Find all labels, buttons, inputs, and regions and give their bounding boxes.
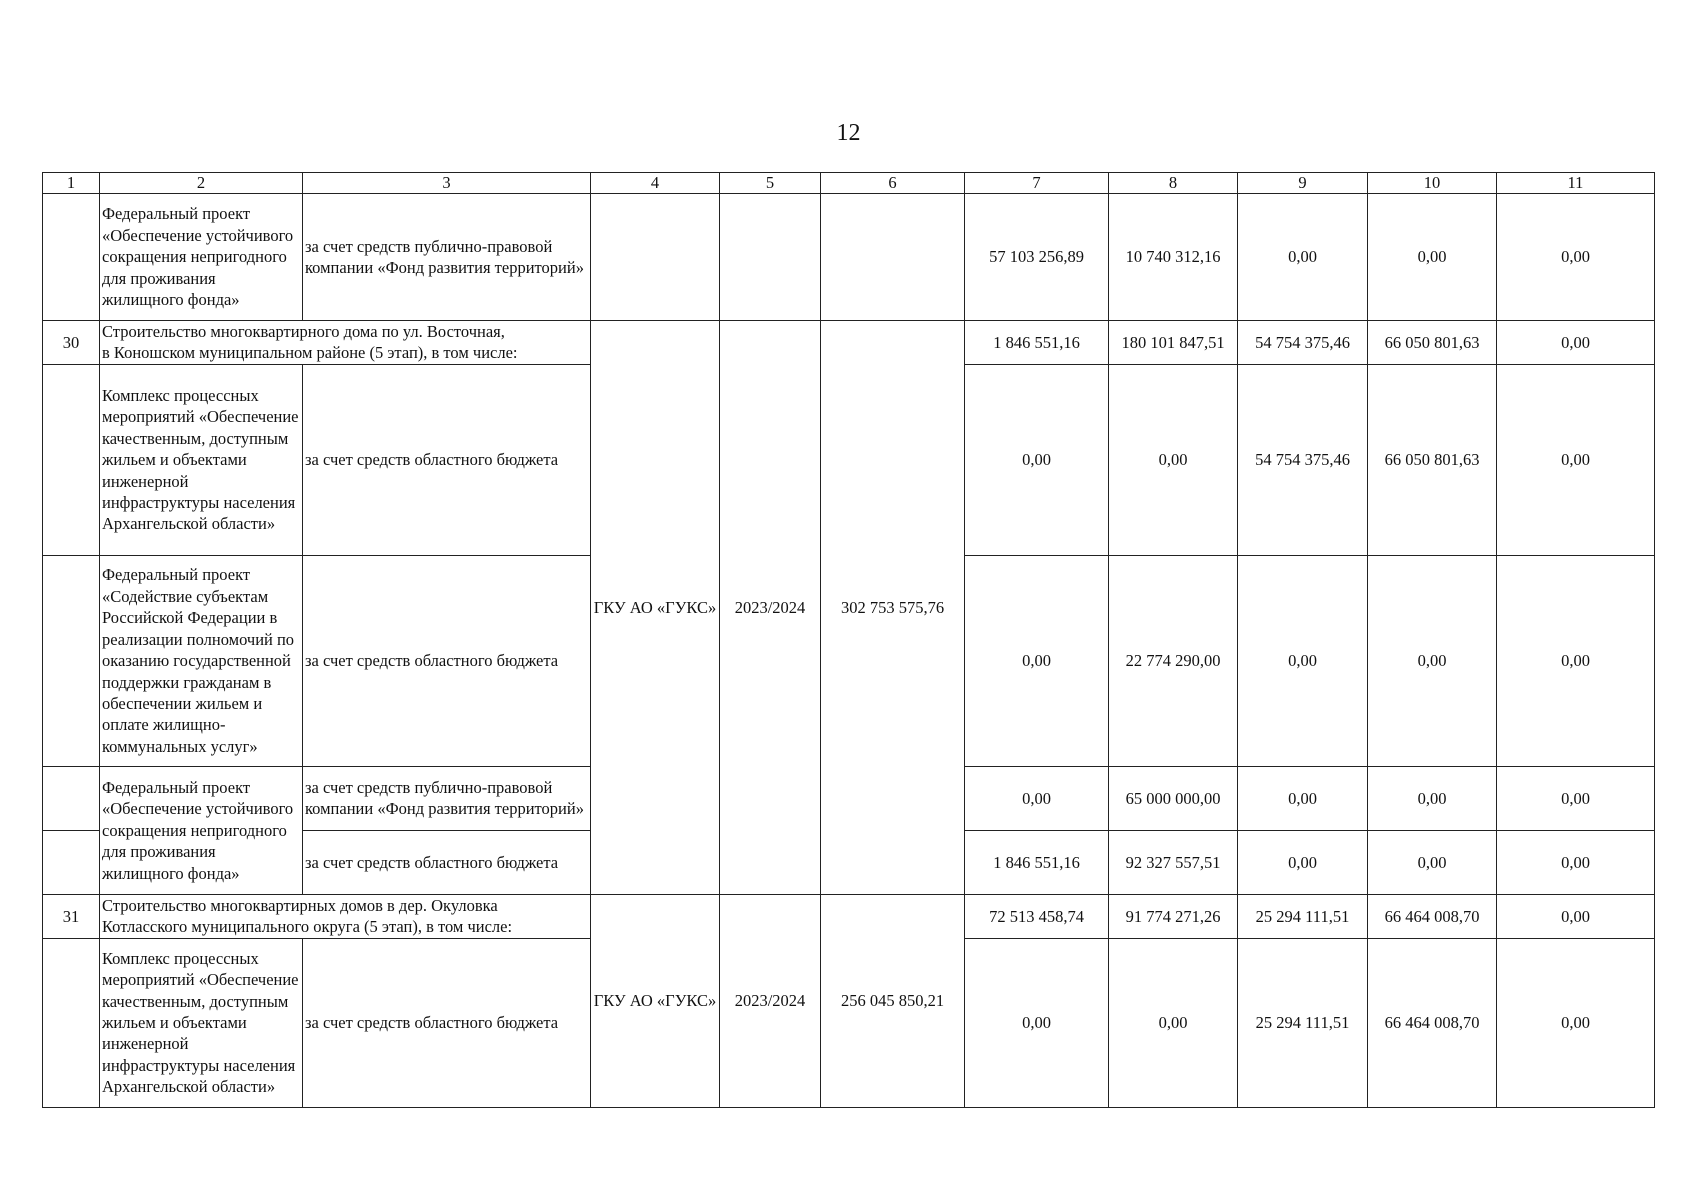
value-col-8: 10 740 312,16 [1109, 194, 1238, 321]
row-number [43, 830, 100, 894]
total-cost: 256 045 850,21 [821, 894, 965, 1107]
item-title-line-1: Строительство многоквартирного дома по ул. Восточная, [102, 322, 505, 341]
col-header-6: 6 [821, 173, 965, 194]
table-row-item-30 [43, 321, 1655, 365]
value-col-7: 0,00 [965, 555, 1109, 766]
value-col-11: 0,00 [1497, 194, 1655, 321]
value-col-9: 25 294 111,51 [1238, 894, 1368, 938]
value-col-8: 180 101 847,51 [1109, 321, 1238, 365]
value-col-10: 0,00 [1368, 194, 1497, 321]
funding-source: за счет средств областного бюджета [303, 938, 591, 1107]
value-col-9: 54 754 375,46 [1238, 321, 1368, 365]
value-col-11: 0,00 [1497, 766, 1655, 830]
row-number [43, 194, 100, 321]
value-col-9: 25 294 111,51 [1238, 938, 1368, 1107]
value-col-9: 0,00 [1238, 766, 1368, 830]
row-number [43, 766, 100, 830]
col-header-5: 5 [720, 173, 821, 194]
row-number: 30 [43, 321, 100, 365]
value-col-9: 0,00 [1238, 194, 1368, 321]
value-col-10: 66 464 008,70 [1368, 894, 1497, 938]
funding-source: за счет средств областного бюджета [303, 555, 591, 766]
funding-source: за счет средств областного бюджета [303, 830, 591, 894]
value-col-8: 0,00 [1109, 364, 1238, 555]
row-number: 31 [43, 894, 100, 938]
value-col-7: 0,00 [965, 766, 1109, 830]
value-col-8: 91 774 271,26 [1109, 894, 1238, 938]
col-header-3: 3 [303, 173, 591, 194]
executor: ГКУ АО «ГУКС» [591, 321, 720, 895]
col-header-8: 8 [1109, 173, 1238, 194]
row-number [43, 364, 100, 555]
item-title [100, 321, 591, 365]
period [720, 194, 821, 321]
project-name: Федеральный проект «Обеспечение устойчивого сокращения непригодного для проживания жилищного фонда» [100, 766, 303, 894]
col-header-1: 1 [43, 173, 100, 194]
total-cost: 302 753 575,76 [821, 321, 965, 895]
table-row-item-31 [43, 894, 1655, 938]
col-header-10: 10 [1368, 173, 1497, 194]
value-col-11: 0,00 [1497, 364, 1655, 555]
value-col-8: 92 327 557,51 [1109, 830, 1238, 894]
value-col-11: 0,00 [1497, 555, 1655, 766]
value-col-10: 66 464 008,70 [1368, 938, 1497, 1107]
col-header-4: 4 [591, 173, 720, 194]
item-title-line-2: в Коношском муниципальном районе (5 этап), в том числе: [102, 343, 518, 363]
project-name: Федеральный проект «Содействие субъектам Российской Федерации в реализации полномочий по оказанию государственной поддержки гражданам в обеспечении жильем и оплате жилищно-коммунальных услуг» [100, 555, 303, 766]
col-header-7: 7 [965, 173, 1109, 194]
executor [591, 194, 720, 321]
value-col-9: 54 754 375,46 [1238, 364, 1368, 555]
value-col-7: 72 513 458,74 [965, 894, 1109, 938]
value-col-10: 0,00 [1368, 766, 1497, 830]
row-number [43, 938, 100, 1107]
executor: ГКУ АО «ГУКС» [591, 894, 720, 1107]
value-col-9: 0,00 [1238, 830, 1368, 894]
table-row [43, 194, 1655, 321]
item-title [100, 894, 591, 938]
total-cost [821, 194, 965, 321]
value-col-7: 1 846 551,16 [965, 321, 1109, 365]
col-header-2: 2 [100, 173, 303, 194]
funding-source: за счет средств областного бюджета [303, 364, 591, 555]
header-row [43, 173, 1655, 194]
value-col-9: 0,00 [1238, 555, 1368, 766]
item-title-line-1: Строительство многоквартирных домов в дер. Окуловка [102, 895, 498, 915]
value-col-11: 0,00 [1497, 830, 1655, 894]
project-name: Федеральный проект «Обеспечение устойчивого сокращения непригодного для проживания жилищного фонда» [100, 194, 303, 321]
value-col-7: 0,00 [965, 364, 1109, 555]
value-col-7: 57 103 256,89 [965, 194, 1109, 321]
period: 2023/2024 [720, 894, 821, 1107]
value-col-11: 0,00 [1497, 894, 1655, 938]
value-col-10: 66 050 801,63 [1368, 321, 1497, 365]
value-col-10: 0,00 [1368, 555, 1497, 766]
page-number: 12 [836, 120, 861, 146]
value-col-7: 0,00 [965, 938, 1109, 1107]
col-header-9: 9 [1238, 173, 1368, 194]
row-number [43, 555, 100, 766]
col-header-11: 11 [1497, 173, 1655, 194]
value-col-11: 0,00 [1497, 938, 1655, 1107]
value-col-7: 1 846 551,16 [965, 830, 1109, 894]
project-name: Комплекс процессных мероприятий «Обеспечение качественным, доступным жильем и объектами инженерной инфраструктуры населения Архангельской области» [100, 938, 303, 1107]
project-name: Комплекс процессных мероприятий «Обеспечение качественным, доступным жильем и объектами инженерной инфраструктуры населения Архангельской области» [100, 364, 303, 555]
value-col-10: 0,00 [1368, 830, 1497, 894]
budget-table [42, 172, 1655, 1108]
value-col-8: 65 000 000,00 [1109, 766, 1238, 830]
value-col-8: 22 774 290,00 [1109, 555, 1238, 766]
item-title-line-2: Котласского муниципального округа (5 этап), в том числе: [102, 917, 513, 937]
value-col-10: 66 050 801,63 [1368, 364, 1497, 555]
period: 2023/2024 [720, 321, 821, 895]
funding-source: за счет средств публично-правовой компании «Фонд развития территорий» [303, 194, 591, 321]
value-col-8: 0,00 [1109, 938, 1238, 1107]
value-col-11: 0,00 [1497, 321, 1655, 365]
funding-source: за счет средств публично-правовой компании «Фонд развития территорий» [303, 766, 591, 830]
